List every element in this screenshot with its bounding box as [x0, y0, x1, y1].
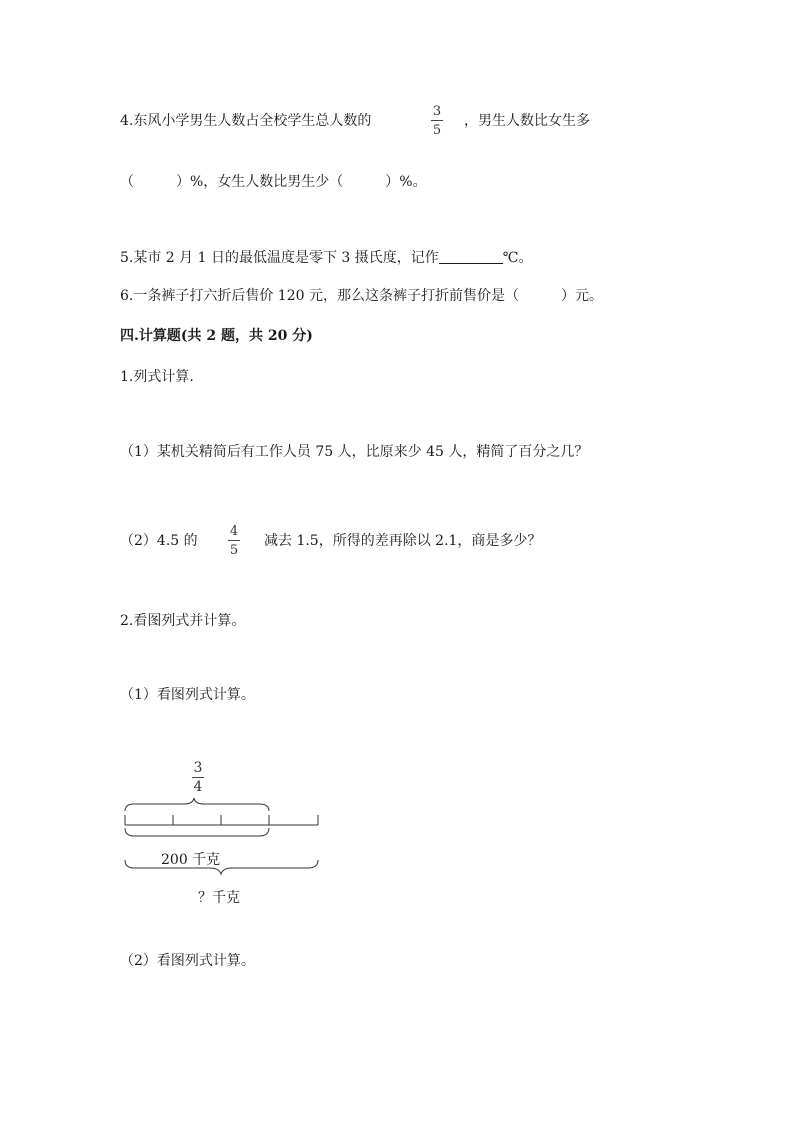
- section-heading: 四.计算题(共 2 题，共 20 分): [120, 328, 313, 344]
- fraction-bar: [431, 120, 443, 121]
- calc-2-title: 2.看图列式并计算。: [120, 613, 246, 629]
- fraction-denominator: 4: [193, 779, 203, 795]
- question-4-line-1-tail: ，男生人数比女生多: [464, 113, 590, 129]
- question-text: 东风小学男生人数占全校学生总人数的: [133, 113, 372, 129]
- fraction-numerator: 3: [432, 104, 442, 119]
- question-number: 6.: [120, 288, 134, 304]
- calc-1-sub-2-tail: 减去 1.5，所得的差再除以 2.1，商是多少？: [264, 533, 542, 549]
- calc-2-sub-2: （2）看图列式计算。: [120, 953, 255, 969]
- calc-1-sub-1: （1）某机关精简后有工作人员 75 人，比原来少 45 人，精简了百分之几？: [120, 444, 589, 460]
- question-6: [120, 286, 603, 306]
- diagram-unknown-label: ？千克: [198, 890, 240, 906]
- answer-blank[interactable]: [439, 249, 503, 264]
- calc-1-title: 1.列式计算.: [120, 369, 194, 385]
- diagram-fraction-three-quarters: [188, 761, 208, 795]
- fraction-denominator: 5: [229, 543, 239, 558]
- fraction-three-fifths: [427, 104, 447, 138]
- question-text: 一条裤子打六折后售价 120 元，那么这条裤子打折前售价是（ ）元。: [133, 288, 603, 304]
- fraction-bar: [228, 540, 240, 541]
- fraction-numerator: 4: [229, 524, 239, 539]
- fraction-four-fifths: [224, 524, 244, 558]
- unit-text: ℃。: [502, 250, 533, 266]
- fraction-bar: [192, 777, 204, 778]
- bottom-brace: [125, 860, 318, 874]
- question-5: [120, 248, 532, 268]
- fraction-denominator: 5: [432, 123, 442, 138]
- question-4-line-2: （ ）%，女生人数比男生少（ ）%。: [120, 174, 427, 190]
- diagram-known-label: 200 千克: [161, 852, 221, 868]
- question-text: 某市 2 月 1 日的最低温度是零下 3 摄氏度，记作: [133, 250, 439, 266]
- question-number: 5.: [120, 250, 134, 266]
- lower-brace-short: [125, 828, 269, 836]
- line-segment-diagram: [118, 795, 328, 880]
- top-brace: [125, 798, 269, 811]
- calc-2-sub-1: （1）看图列式计算。: [120, 687, 255, 703]
- question-number: 4.: [120, 113, 134, 129]
- question-4-line-1: [120, 111, 371, 131]
- fraction-numerator: 3: [193, 760, 203, 776]
- calc-1-sub-2: （2）4.5 的: [120, 533, 198, 549]
